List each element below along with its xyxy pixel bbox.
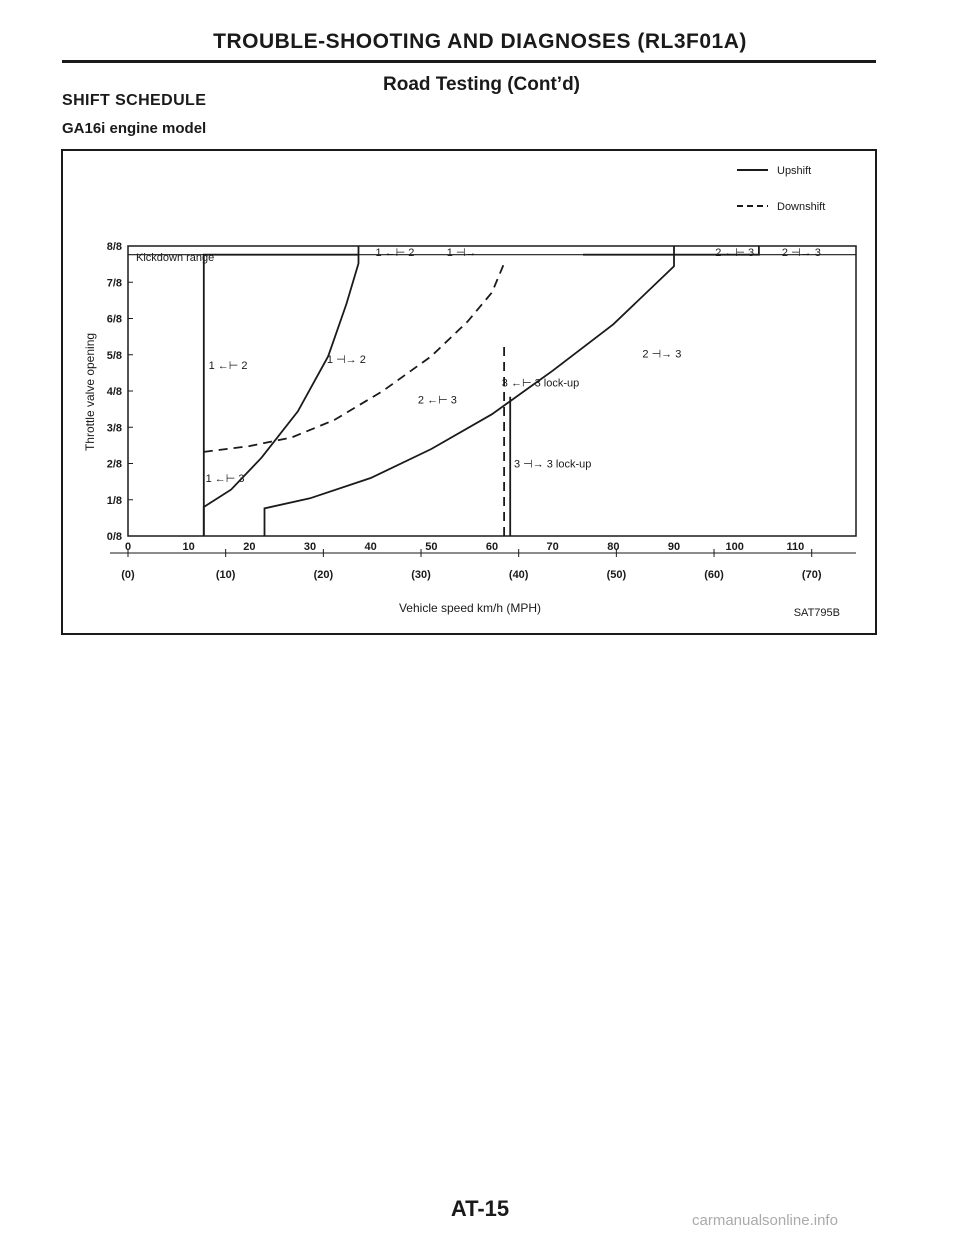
x-tick-label: 90 [667,541,681,553]
legend-downshift-label: Downshift [777,201,826,213]
y-axis-label: Throttle valve opening [83,332,97,452]
shift-annotation: 1 ⊣→ [446,246,477,259]
y-tick-label: 1/8 [106,494,122,507]
x-tick-label: 50 [425,541,438,553]
shift-annotation: 1 ←⊢ 3 [205,473,245,485]
y-tick-label: 5/8 [106,349,122,362]
watermark: carmanualsonline.info [692,1212,838,1229]
mph-tick-label: (10) [215,569,236,581]
shift-annotation: 2 ⊣→ 3 [642,348,682,361]
x-tick-label: 30 [303,541,317,553]
mph-tick-label: (0) [121,569,135,581]
figure-code: SAT795B [793,607,840,619]
mph-tick-label: (30) [411,569,431,581]
x-tick-label: 10 [182,541,195,553]
shift-annotation: 2 ←⊢ 3 [417,394,457,407]
x-tick-label: 100 [725,541,744,553]
figure-frame [62,150,876,634]
x-tick-label: 110 [786,541,805,553]
shift-annotation: 2 ⊣→ 3 [781,246,821,259]
mph-tick-label: (40) [508,569,529,581]
mph-tick-label: (50) [606,569,627,581]
y-tick-label: 6/8 [106,313,122,326]
shift-schedule-heading: SHIFT SCHEDULE [62,92,207,109]
shift-line [204,246,359,536]
kickdown-range-label: Kickdown range [136,252,215,264]
x-tick-label: 60 [485,541,499,553]
page-number: AT-15 [450,1196,510,1221]
x-axis-label: Vehicle speed km/h (MPH) [398,601,542,615]
shift-annotation: 3 ⊣→ 3 lock-up [513,458,592,471]
x-tick-label: 80 [607,541,620,553]
engine-model-heading: GA16i engine model [62,120,207,137]
shift-line [204,255,359,536]
y-tick-label: 3/8 [106,422,122,435]
y-tick-label: 2/8 [106,458,122,471]
y-tick-label: 4/8 [106,386,122,398]
x-tick-label: 40 [364,541,377,553]
shift-annotation: 1 ⊣→ 2 [326,354,366,367]
x-tick-label: 20 [243,541,256,553]
shift-annotation: 1 ←⊢ 2 [208,359,248,372]
mph-tick-label: (70) [801,569,822,581]
mph-tick-label: (60) [704,569,724,581]
x-tick-label: 70 [546,541,559,553]
y-tick-label: 8/8 [106,241,122,253]
document-title: TROUBLE-SHOOTING AND DIAGNOSES (RL3F01A) [213,30,747,53]
section-title: Road Testing (Cont’d) [383,74,581,95]
shift-annotation: 2 ←⊢ 3 [715,246,755,259]
mph-tick-label: (20) [313,569,334,581]
shift-annotation: 3 ←⊢ 3 lock-up [501,377,580,390]
legend-upshift-label: Upshift [777,165,812,177]
y-tick-label: 0/8 [106,531,122,543]
y-tick-label: 7/8 [106,277,122,290]
shift-annotation: 1 ←⊢ 2 [375,246,415,259]
x-tick-label: 0 [124,541,132,553]
plot-frame [128,246,856,536]
shift-line [265,246,675,536]
